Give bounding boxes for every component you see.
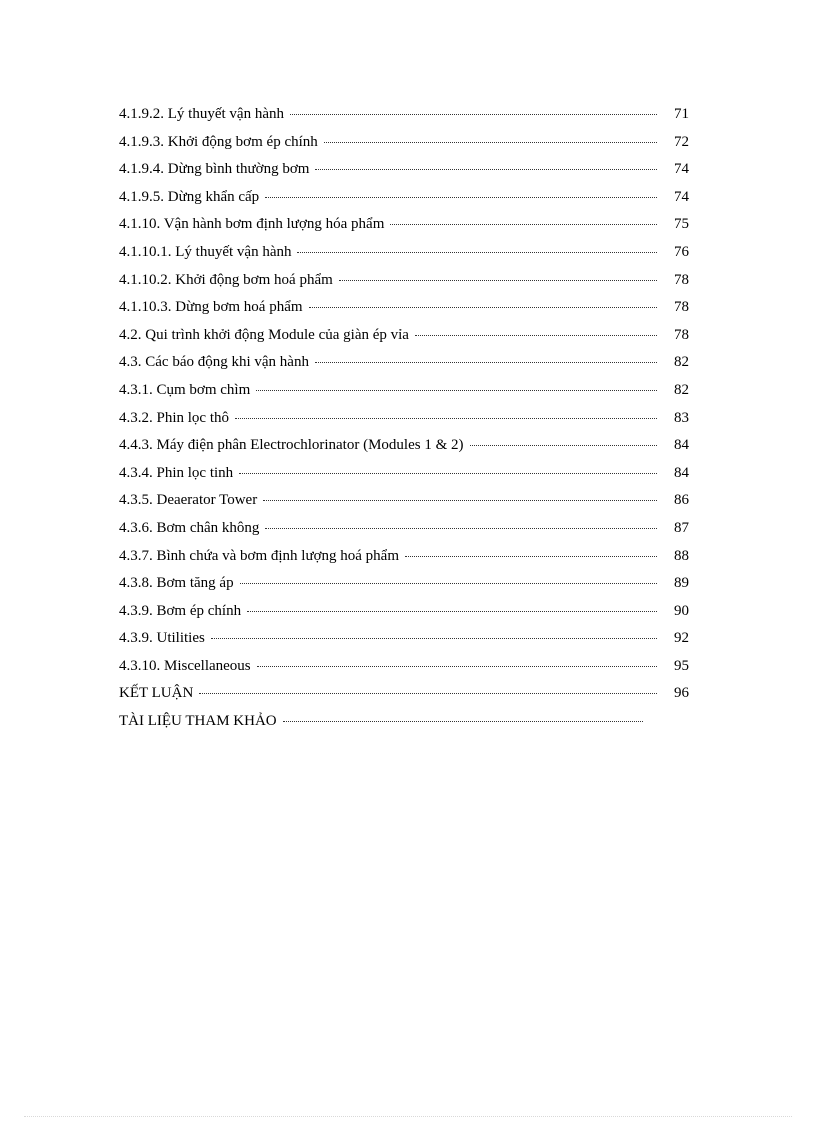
toc-entry-page: 72 [674, 133, 689, 150]
toc-entry-title: 4.3. Các báo động khi vận hành [119, 354, 309, 371]
toc-entry[interactable] [119, 601, 689, 629]
toc-entry-title: KẾT LUẬN [119, 685, 194, 702]
toc-entry[interactable] [119, 683, 689, 711]
toc-entry-title: 4.3.1. Cụm bơm chìm [119, 381, 251, 398]
toc-entry[interactable] [119, 435, 689, 463]
toc-entry-title: 4.1.9.2. Lý thuyết vận hành [119, 106, 284, 122]
toc-dot-leader [283, 721, 643, 722]
toc-entry-title: 4.3.4. Phin lọc tinh [119, 464, 234, 481]
toc-entry-page: 82 [674, 354, 689, 371]
toc-entry-title: 4.1.9.3. Khởi động bơm ép chính [119, 133, 318, 150]
toc-dot-leader [239, 473, 657, 474]
toc-entry-page: 76 [674, 243, 689, 260]
toc-dot-leader [257, 666, 657, 667]
toc-entry[interactable] [119, 352, 689, 380]
toc-dot-leader [256, 390, 657, 391]
toc-entry-title: 4.1.9.4. Dừng bình thường bơm [119, 161, 310, 178]
toc-entry[interactable] [119, 380, 689, 408]
toc-dot-leader [405, 556, 657, 557]
toc-entry[interactable] [119, 159, 689, 187]
toc-entry-page: 92 [674, 630, 689, 647]
toc-entry[interactable] [119, 325, 689, 353]
toc-entry-page: 84 [674, 437, 689, 454]
toc-dot-leader [470, 445, 657, 446]
toc-entry-title: 4.3.9. Bơm ép chính [119, 602, 242, 619]
toc-entry[interactable] [119, 573, 689, 601]
toc-entry[interactable] [119, 656, 689, 684]
toc-entry-page: 71 [674, 106, 689, 122]
toc-entry-title: 4.3.7. Bình chứa và bơm định lượng hoá phẩm [119, 547, 400, 564]
toc-dot-leader [265, 197, 657, 198]
toc-entry-title: 4.3.10. Miscellaneous [119, 657, 251, 674]
toc-entry-title: 4.3.8. Bơm tăng áp [119, 575, 234, 592]
toc-entry[interactable] [119, 242, 689, 270]
toc-entry[interactable] [119, 463, 689, 491]
toc-entry-page: 78 [674, 299, 689, 316]
toc-dot-leader [211, 638, 657, 639]
toc-entry-page: 82 [674, 381, 689, 398]
toc-entry[interactable] [119, 490, 689, 518]
toc-entry[interactable] [119, 132, 689, 160]
toc-entry-title: 4.1.9.5. Dừng khẩn cấp [119, 188, 260, 205]
toc-dot-leader [315, 169, 657, 170]
toc-dot-leader [265, 528, 657, 529]
toc-entry-page: 89 [674, 575, 689, 592]
toc-dot-leader [390, 224, 657, 225]
toc-entry[interactable] [119, 104, 689, 132]
toc-entry[interactable] [119, 711, 689, 739]
toc-entry-title: 4.3.2. Phin lọc thô [119, 409, 230, 426]
toc-entry[interactable] [119, 214, 689, 242]
toc-dot-leader [290, 114, 657, 115]
toc-entry-page: 83 [674, 409, 689, 426]
toc-entry-page: 78 [674, 271, 689, 288]
toc-entry-page: 84 [674, 464, 689, 481]
toc-dot-leader [263, 500, 657, 501]
toc-dot-leader [415, 335, 657, 336]
toc-entry-title: 4.1.10.1. Lý thuyết vận hành [119, 243, 292, 260]
toc-entry[interactable] [119, 518, 689, 546]
toc-dot-leader [235, 418, 657, 419]
toc-entry[interactable] [119, 187, 689, 215]
toc-entry-title: 4.3.6. Bơm chân không [119, 519, 260, 536]
toc-entry[interactable] [119, 628, 689, 656]
toc-entry-title: 4.3.9. Utilities [119, 630, 205, 647]
toc-dot-leader [247, 611, 657, 612]
toc-entry-title: 4.1.10.3. Dừng bơm hoá phẩm [119, 299, 303, 316]
toc-dot-leader [309, 307, 657, 308]
toc-entry[interactable] [119, 546, 689, 574]
table-of-contents [119, 104, 689, 739]
toc-entry-page: 78 [674, 326, 689, 343]
toc-entry-title: 4.4.3. Máy điện phân Electrochlorinator (Modules 1 & 2) [119, 437, 464, 454]
toc-entry-page: 96 [674, 685, 689, 702]
toc-dot-leader [240, 583, 657, 584]
toc-entry-page: 87 [674, 519, 689, 536]
toc-entry-title: 4.1.10. Vận hành bơm định lượng hóa phẩm [119, 216, 385, 233]
toc-dot-leader [315, 362, 657, 363]
toc-entry-page: 88 [674, 547, 689, 564]
page-bottom-divider [24, 1116, 792, 1117]
toc-dot-leader [324, 142, 657, 143]
toc-entry-title: 4.2. Qui trình khởi động Module của giàn ép vỉa [119, 326, 409, 343]
toc-dot-leader [339, 280, 657, 281]
toc-entry[interactable] [119, 297, 689, 325]
toc-entry[interactable] [119, 408, 689, 436]
toc-entry-title: TÀI LIỆU THAM KHẢO [119, 713, 277, 730]
toc-entry-title: 4.1.10.2. Khởi động bơm hoá phẩm [119, 271, 333, 288]
toc-entry-page: 86 [674, 492, 689, 509]
toc-entry-page: 95 [674, 657, 689, 674]
toc-dot-leader [199, 693, 657, 694]
toc-entry[interactable] [119, 270, 689, 298]
toc-entry-page: 90 [674, 602, 689, 619]
toc-entry-title: 4.3.5. Deaerator Tower [119, 492, 258, 509]
toc-entry-page: 74 [674, 161, 689, 178]
toc-dot-leader [297, 252, 657, 253]
toc-entry-page: 74 [674, 188, 689, 205]
toc-entry-page: 75 [674, 216, 689, 233]
